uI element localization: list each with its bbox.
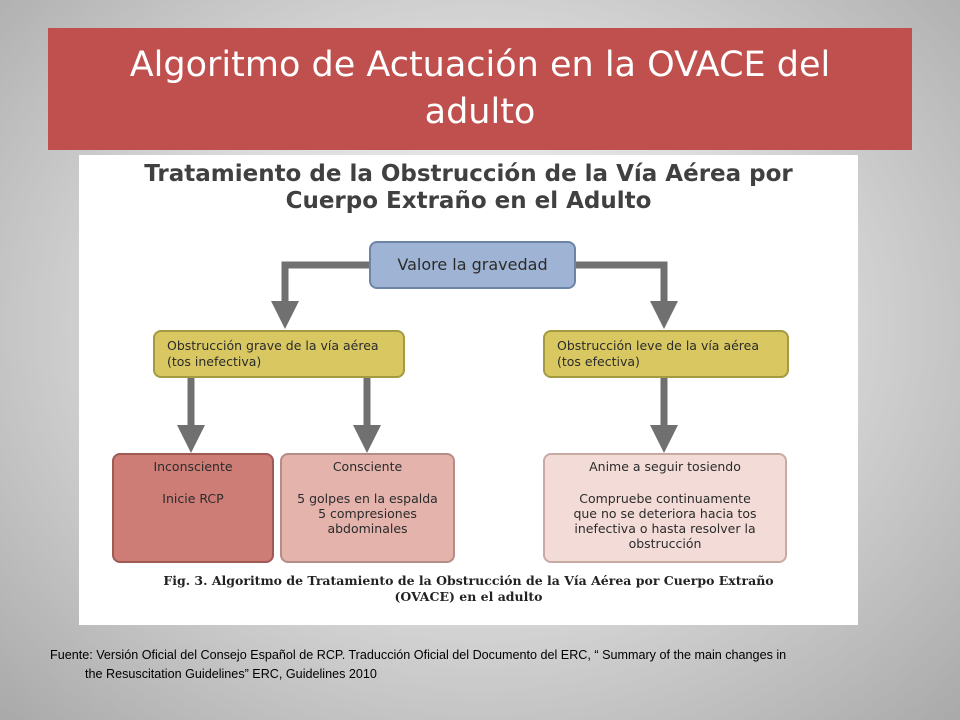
conscious-box	[280, 453, 455, 563]
encourage-cough-box	[543, 453, 787, 563]
severe-line2: (tos inefectiva)	[167, 354, 262, 369]
source-footnote	[50, 646, 920, 684]
assess-severity-box: Valore la gravedad	[369, 241, 576, 289]
mild-line2: (tos efectiva)	[557, 354, 640, 369]
algorithm-figure	[79, 155, 858, 625]
figure-heading-line2: Cuerpo Extraño en el Adulto	[285, 188, 652, 214]
figure-caption	[99, 573, 838, 605]
slide-title: Algoritmo de Actuación en la OVACE del adulto	[129, 45, 831, 132]
unconscious-box	[112, 453, 274, 563]
unconscious-title: Inconsciente	[153, 459, 233, 474]
encourage-title: Anime a seguir tosiendo	[589, 459, 741, 474]
arrow-root-to-severe	[285, 265, 369, 315]
encourage-line3: inefectiva o hasta resolver la	[574, 521, 756, 536]
conscious-line2: 5 compresiones	[318, 506, 417, 521]
encourage-line2: que no se deteriora hacia tos	[573, 506, 757, 521]
encourage-line1: Compruebe continuamente	[579, 491, 751, 506]
mild-line1: Obstrucción leve de la vía aérea	[557, 338, 760, 353]
conscious-line1: 5 golpes en la espalda	[297, 491, 438, 506]
unconscious-action: Inicie RCP	[162, 491, 224, 506]
slide-title-bar	[48, 28, 912, 150]
arrow-root-to-mild	[576, 265, 664, 315]
severe-line1: Obstrucción grave de la vía aérea	[167, 338, 379, 353]
caption-line1: Fig. 3. Algoritmo de Tratamiento de la Obstrucción de la Vía Aérea por Cuerpo Extraño	[163, 573, 774, 588]
severe-obstruction-box	[153, 330, 405, 378]
mild-obstruction-box	[543, 330, 789, 378]
encourage-line4: obstrucción	[628, 536, 702, 551]
conscious-line3: abdominales	[327, 521, 408, 536]
conscious-title: Consciente	[332, 459, 403, 474]
figure-heading-line1: Tratamiento de la Obstrucción de la Vía Aérea por	[144, 161, 793, 187]
footnote-line1: Fuente: Versión Oficial del Consejo Español de RCP. Traducción Oficial del Documento del ERC, “ Summary of the main changes in	[50, 648, 787, 662]
footnote-line2: the Resuscitation Guidelines” ERC, Guidelines 2010	[85, 667, 377, 681]
caption-line2: (OVACE) en el adulto	[394, 589, 543, 604]
